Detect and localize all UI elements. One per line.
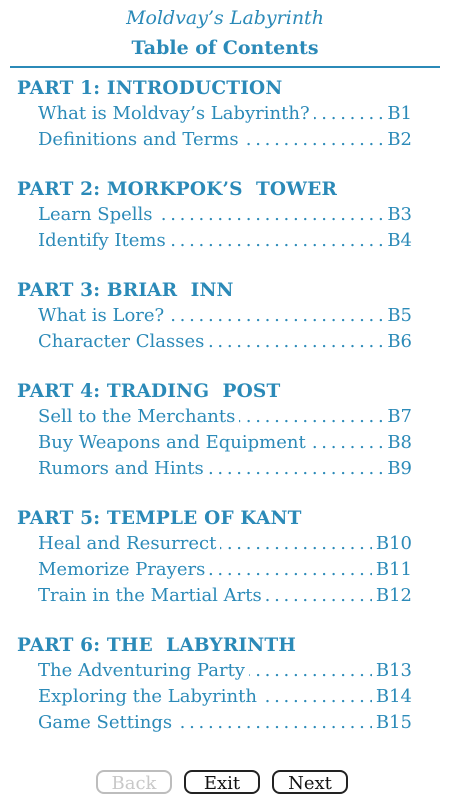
toc-entry-exploring-the-labyrinth[interactable]: [38, 684, 412, 710]
part-1: [0, 74, 450, 175]
part-4: [0, 377, 450, 504]
toc-entry-page: B11: [372, 557, 412, 583]
toc-entry-definitions-and-terms[interactable]: [38, 127, 412, 153]
toc-entry-rumors-and-hints[interactable]: [38, 456, 412, 482]
toc-entry-label: Heal and Resurrect: [38, 533, 220, 554]
toc-entry-label: Memorize Prayers: [38, 559, 209, 580]
part-2: [0, 175, 450, 276]
part-3: [0, 276, 450, 377]
part-4-title: PART 4: TRADING POST: [17, 381, 281, 402]
toc-entry-page: B2: [383, 127, 412, 153]
toc-entry-label: Sell to the Merchants: [38, 406, 239, 427]
toc-entry-page: B7: [383, 404, 412, 430]
part-6: [0, 631, 450, 732]
part-6-title: PART 6: THE LABYRINTH: [17, 635, 297, 656]
toc-entry-page: B8: [383, 430, 412, 456]
toc-entry-label: Rumors and Hints: [38, 458, 208, 479]
toc-entry-page: B5: [383, 303, 412, 329]
part-2-title: PART 2: MORKPOK’S TOWER: [17, 179, 338, 200]
toc-entry-page: B6: [383, 329, 412, 355]
toc-entry-page: B9: [383, 456, 412, 482]
table-of-contents: [0, 74, 450, 732]
toc-entry-label: Character Classes: [38, 331, 208, 352]
toc-entry-page: B14: [372, 684, 412, 710]
toc-entry-page: B4: [383, 228, 412, 254]
toc-entry-label: Game Settings: [38, 712, 176, 733]
toc-entry-memorize-prayers[interactable]: [38, 557, 412, 583]
toc-entry-the-adventuring-party[interactable]: [38, 658, 412, 684]
page-title: Table of Contents: [131, 37, 319, 59]
exit-button[interactable]: Exit: [184, 770, 260, 794]
toc-entry-label: Learn Spells: [38, 204, 157, 225]
toc-entry-page: B15: [372, 710, 412, 736]
part-3-title: PART 3: BRIAR INN: [17, 280, 234, 301]
toc-entry-learn-spells[interactable]: [38, 202, 412, 228]
toc-entry-label: Exploring the Labyrinth: [38, 686, 261, 707]
toc-entry-page: B3: [383, 202, 412, 228]
toc-entry-label: Buy Weapons and Equipment: [38, 432, 310, 453]
toc-entry-buy-weapons-and-equipment[interactable]: [38, 430, 412, 456]
toc-entry-heal-and-resurrect[interactable]: [38, 531, 412, 557]
toc-entry-label: Identify Items: [38, 230, 170, 251]
header-divider: [10, 66, 440, 68]
toc-entry-sell-to-the-merchants[interactable]: [38, 404, 412, 430]
game-title: Moldvay’s Labyrinth: [126, 7, 324, 29]
toc-entry-game-settings[interactable]: [38, 710, 412, 736]
part-5-title: PART 5: TEMPLE OF KANT: [17, 508, 302, 529]
toc-entry-character-classes[interactable]: [38, 329, 412, 355]
toc-entry-label: Definitions and Terms: [38, 129, 243, 150]
toc-entry-label: What is Lore?: [38, 305, 168, 326]
toc-entry-identify-items[interactable]: [38, 228, 412, 254]
toc-entry-what-is-lore[interactable]: [38, 303, 412, 329]
toc-entry-label: The Adventuring Party: [38, 660, 249, 681]
toc-entry-label: What is Moldvay’s Labyrinth?: [38, 103, 314, 124]
next-button[interactable]: Next: [272, 770, 348, 794]
toc-entry-page: B12: [372, 583, 412, 609]
toc-entry-label: Train in the Martial Arts: [38, 585, 266, 606]
part-5: [0, 504, 450, 631]
toc-entry-page: B13: [372, 658, 412, 684]
back-button[interactable]: Back: [96, 770, 172, 794]
navigation-buttons: [0, 770, 450, 798]
toc-entry-train-in-the-martial-arts[interactable]: [38, 583, 412, 609]
toc-entry-page: B1: [383, 101, 412, 127]
toc-entry-page: B10: [372, 531, 412, 557]
part-1-title: PART 1: INTRODUCTION: [17, 78, 283, 99]
toc-entry-what-is-moldvays-labyrinth[interactable]: [38, 101, 412, 127]
